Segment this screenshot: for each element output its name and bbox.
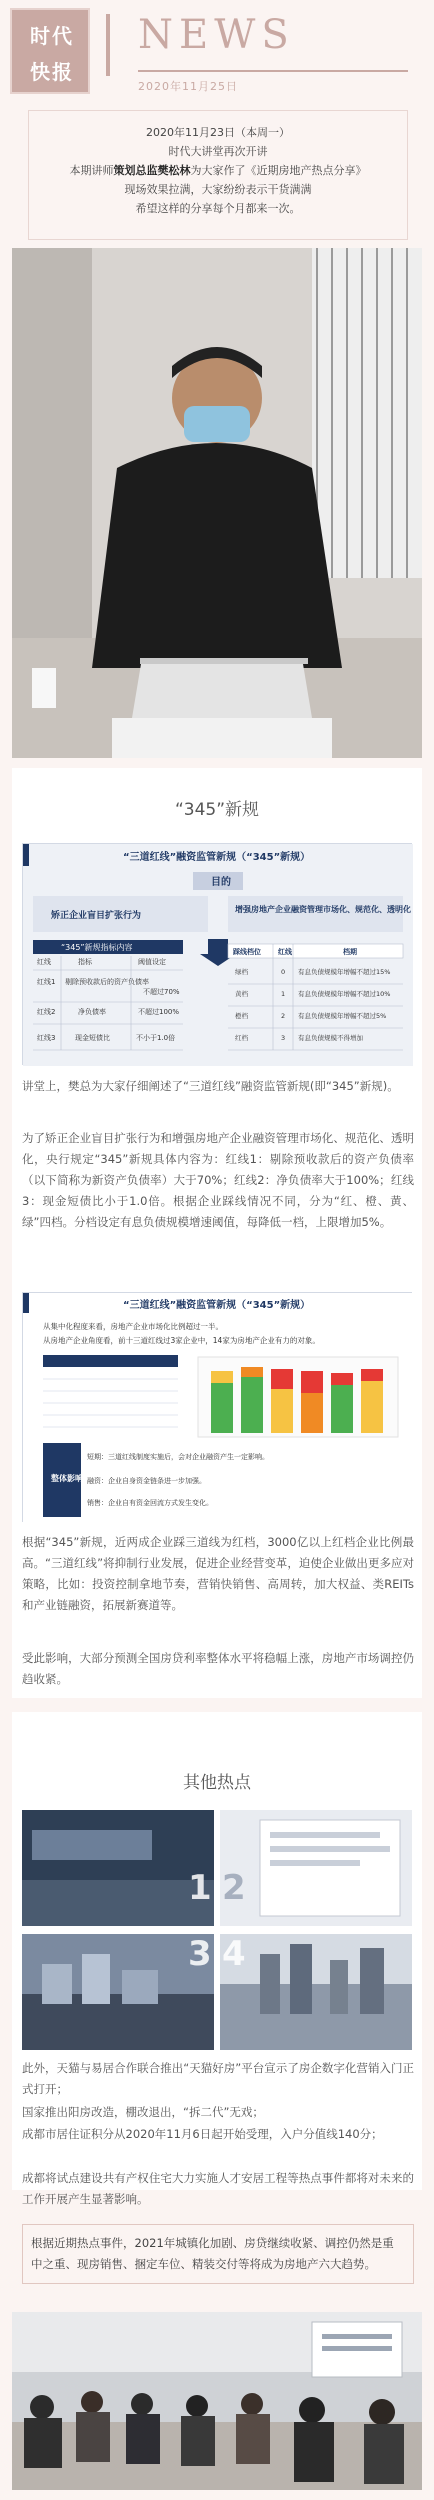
hot-para-4: 成都将试点建设共有产权住宅大力实施人才安居工程等热点事件都将对未来的工作开展产生显著影响。 <box>22 2171 414 2206</box>
intro-line5: 希望这样的分享每个月都来一次。 <box>135 202 301 215</box>
hot-topics-title: 其他热点 <box>183 1773 251 1793</box>
svg-text:有息负债规模不得增加: 有息负债规模不得增加 <box>298 1034 363 1042</box>
svg-text:2: 2 <box>281 1012 286 1020</box>
svg-text:橙档: 橙档 <box>235 1012 248 1020</box>
svg-text:有息负债规模年增幅不超过5%: 有息负债规模年增幅不超过5% <box>298 1012 387 1020</box>
header-date: 2020年11月25日 <box>138 80 238 93</box>
intro-line3: 本期讲师策划总监樊松林为大家作了《近期房地产热点分享》 <box>69 164 367 177</box>
diagram2-bar-chart <box>198 1357 398 1437</box>
diagram2-effect2: 融资：企业自身资金链条进一步加强。 <box>87 1477 206 1485</box>
header-underline <box>138 70 408 72</box>
svg-text:红线: 红线 <box>37 958 51 966</box>
svg-text:红档: 红档 <box>235 1034 248 1042</box>
svg-text:档期: 档期 <box>343 948 357 956</box>
hot-para-3: 成都市居住证积分从2020年11月6日起开始受理，入户分值线140分； <box>22 2127 383 2141</box>
paragraph-345-intro: 讲堂上，樊总为大家仔细阐述了“三道红线”融资监管新规(即“345”新规)。 <box>22 1079 399 1093</box>
diagram2-effect-title: 整体影响分析 <box>51 1474 99 1483</box>
svg-text:红线: 红线 <box>278 948 292 956</box>
svg-text:不超过70%: 不超过70% <box>143 988 180 996</box>
hot-topic-tile-1[interactable] <box>22 1810 214 1926</box>
diagram1-left-goal: 矫正企业盲目扩张行为 <box>51 911 142 921</box>
intro-box <box>28 110 408 240</box>
svg-text:黄档: 黄档 <box>235 990 248 998</box>
intro-line2: 时代大讲堂再次开讲 <box>168 145 268 158</box>
hot-topic-num-2: 2 <box>222 1868 246 1908</box>
hot-para-2: 国家推出阳房改造，棚改退出，“拆二代”无戏； <box>22 2105 264 2119</box>
newsletter-header <box>0 0 434 104</box>
header-news-title: NEWS <box>138 12 295 58</box>
header-divider <box>106 14 110 76</box>
hot-para-1: 此外，天猫与易居合作联合推出“天猫好房”平台宣示了房企数字化营销入门正式打开； <box>22 2061 414 2096</box>
svg-text:红线1: 红线1 <box>37 978 56 986</box>
svg-text:3: 3 <box>281 1034 286 1042</box>
svg-text:不小于1.0倍: 不小于1.0倍 <box>136 1034 176 1042</box>
svg-text:0: 0 <box>281 968 286 976</box>
hot-topic-tile-4[interactable] <box>220 1934 412 2050</box>
presenter-photo <box>12 248 422 758</box>
svg-text:有息负债规模年增幅不超过10%: 有息负债规模年增幅不超过10% <box>298 990 391 998</box>
svg-text:剔除预收款后的资产负债率: 剔除预收款后的资产负债率 <box>65 978 149 986</box>
hot-topic-tile-2[interactable] <box>220 1810 412 1926</box>
svg-text:指标: 指标 <box>78 958 92 966</box>
diagram1-table-title: “345”新规指标内容 <box>61 943 133 952</box>
hot-topic-num-3: 3 <box>188 1934 212 1974</box>
diagram2-effect1: 短期：三道红线制度实施后，会对企业融资产生一定影响。 <box>87 1453 269 1461</box>
diagram1-title: “三道红线”融资监管新规（“345”新规） <box>123 852 311 863</box>
svg-text:踩线档位: 踩线档位 <box>233 948 261 956</box>
header-logo-box <box>10 8 90 94</box>
audience-photo <box>12 2312 422 2490</box>
hot-topic-tile-3[interactable] <box>22 1934 214 2050</box>
intro-line4: 现场效果拉满，大家纷纷表示干货满满 <box>124 183 312 196</box>
svg-text:净负债率: 净负债率 <box>78 1008 106 1016</box>
paragraph-345-detail: 为了矫正企业盲目扩张行为和增强房地产企业融资管理市场化、规范化、透明化，央行规定“345”新规具体内容为：红线1：剔除预收款后的资产负债率（以下简称为新资产负债率）大于70%；红线2：净负债率大于100%；红线3：现金短债比小于1.0倍。根据企业踩线情况不同，分为“红、橙、黄、绿”四档。分档设定有息负债规模增速阈值，每降低一档，上限增加5%。 <box>22 1131 414 1229</box>
paragraph-345-forecast: 受此影响，大部分预测全国房贷利率整体水平将稳幅上涨，房地产市场调控仍趋收紧。 <box>22 1651 414 1686</box>
hot-topics-grid <box>22 1810 412 2050</box>
diagram2-title: “三道红线”融资监管新规（“345”新规） <box>123 1300 311 1311</box>
diagram2-effect3: 销售：企业自有资金回流方式发生变化。 <box>87 1499 213 1507</box>
header-box-line1: 时代 <box>30 24 74 48</box>
svg-text:红线2: 红线2 <box>37 1008 56 1016</box>
diagram2-sub2: 从房地产企业角度看，前十三道红线过3家企业中，14家为房地产企业有力的对象。 <box>43 1336 320 1345</box>
diagram-345-overview <box>22 843 412 1065</box>
diagram1-right-goal: 增强房地产企业融资管理市场化、规范化、透明化 <box>235 905 411 914</box>
svg-text:现金短债比: 现金短债比 <box>75 1034 110 1042</box>
svg-text:绿档: 绿档 <box>235 968 248 976</box>
hot-topic-num-4: 4 <box>222 1934 246 1974</box>
diagram2-sub1: 从集中化程度来看，房地产企业市场化比例超过一半。 <box>43 1322 223 1331</box>
section-345-title: “345”新规 <box>174 800 260 820</box>
intro-line1: 2020年11月23日（本周一） <box>146 126 290 139</box>
summary-box: 根据近期热点事件，2021年城镇化加剧、房贷继续收紧、调控仍然是重中之重、现房销售、捆定车位、精装交付等将成为房地产六大趋势。 <box>22 2224 414 2284</box>
svg-text:红线3: 红线3 <box>37 1034 56 1042</box>
svg-text:有息负债规模年增幅不超过15%: 有息负债规模年增幅不超过15% <box>298 968 391 976</box>
header-box-line2: 快报 <box>30 60 74 84</box>
svg-text:阈值设定: 阈值设定 <box>138 958 166 966</box>
paragraph-345-impact: 根据“345”新规，近两成企业踩三道线为红档，3000亿以上红档企业比例最高。“三道红线”将抑制行业发展，促进企业经营变革，迫使企业做出更多应对策略，比如：投资控制拿地节奏，营销快销售、高周转，加大权益、类REITs和产业链融资，拓展新赛道等。 <box>22 1535 414 1612</box>
hot-topic-num-1: 1 <box>188 1868 212 1908</box>
svg-text:不超过100%: 不超过100% <box>138 1008 180 1016</box>
diagram1-purpose: 目的 <box>211 877 231 888</box>
diagram-345-impact <box>22 1292 412 1522</box>
svg-text:1: 1 <box>281 990 286 998</box>
